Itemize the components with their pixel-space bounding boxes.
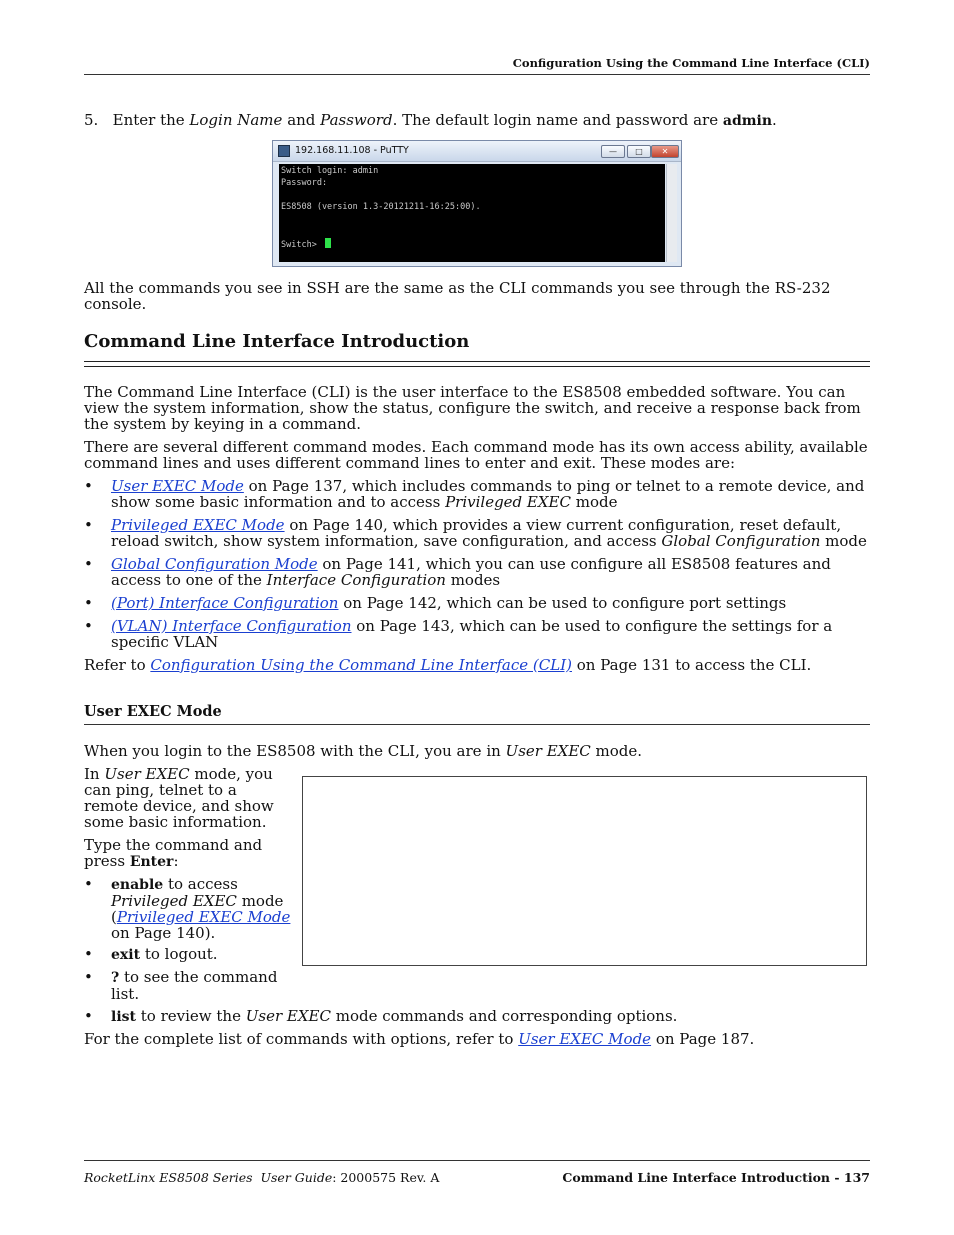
- screenshot-placeholder-box: [302, 776, 867, 966]
- bullet-dot: •: [84, 1007, 93, 1025]
- link-user-exec-mode[interactable]: User EXEC Mode: [111, 477, 244, 495]
- subsection-rule: [84, 724, 870, 725]
- list-item: • (Port) Interface Configuration on Page 142, which can be used to configure port settings: [84, 594, 787, 612]
- bullet-dot: •: [84, 477, 93, 495]
- list-item: • (VLAN) Interface Configuration on Page 143, which can be used to configure the settings for a specific VLAN: [84, 617, 833, 651]
- complete-list-paragraph: For the complete list of commands with options, refer to User EXEC Mode on Page 187.: [84, 1030, 755, 1048]
- cli-intro-paragraph: The Command Line Interface (CLI) is the user interface to the ES8508 embedded software. You can view the system information, show the status, configure the switch, and receive a response back from the system by keying in a command.: [84, 383, 861, 433]
- running-header: Configuration Using the Command Line Interface (CLI): [512, 56, 870, 70]
- subsection-title: User EXEC Mode: [84, 703, 222, 720]
- bullet-dot: •: [84, 968, 93, 986]
- terminal-scrollbar: [666, 164, 677, 262]
- list-item: • list to review the User EXEC mode commands and corresponding options.: [84, 1007, 678, 1025]
- link-privileged-exec-mode[interactable]: Privileged EXEC Mode: [111, 516, 285, 534]
- list-item: • Global Configuration Mode on Page 141, which you can use configure all ES8508 features and access to one of the Interface Configuration modes: [84, 555, 831, 589]
- terminal-line: Password:: [281, 178, 328, 188]
- section-rule-bottom: [84, 366, 870, 367]
- footer-left: RocketLinx ES8508 Series User Guide: 2000575 Rev. A: [84, 1170, 440, 1185]
- list-item: • exit to logout.: [84, 945, 218, 963]
- header-rule: [84, 74, 870, 75]
- terminal-prompt: Switch>: [281, 238, 331, 250]
- bullet-dot: •: [84, 516, 93, 534]
- putty-app-icon: [278, 145, 290, 157]
- ssh-note: All the commands you see in SSH are the same as the CLI commands you see through the RS-232 console.: [84, 279, 831, 313]
- password-term: Password: [320, 111, 393, 129]
- footer-page-label: Command Line Interface Introduction - 137: [562, 1170, 870, 1185]
- list-item: • User EXEC Mode on Page 137, which includes commands to ping or telnet to a remote device, and show some basic information and to access Privileged EXEC mode: [84, 477, 865, 511]
- bullet-dot: •: [84, 617, 93, 635]
- enter-key: Enter: [129, 854, 174, 870]
- modes-intro-paragraph: There are several different command modes. Each command mode has its own access ability, available command lines and uses different command lines to enter and exit. These modes are:: [84, 438, 868, 472]
- terminal-line: Switch login: admin: [281, 166, 379, 176]
- refer-paragraph: Refer to Configuration Using the Command Line Interface (CLI) on Page 131 to access the CLI.: [84, 656, 812, 674]
- section-title: Command Line Interface Introduction: [84, 331, 470, 352]
- command-list: list: [111, 1009, 136, 1025]
- bullet-dot: •: [84, 945, 93, 963]
- list-item: • ? to see the command list.: [84, 968, 278, 1003]
- admin-credential: admin: [722, 113, 773, 129]
- link-port-interface-configuration[interactable]: (Port) Interface Configuration: [111, 594, 339, 612]
- putty-window-figure: [272, 140, 682, 267]
- step-5: 5. Enter the Login Name and Password. The default login name and password are admin.: [84, 111, 777, 129]
- command-exit: exit: [111, 947, 141, 963]
- bullet-dot: •: [84, 594, 93, 612]
- terminal-cursor: [325, 238, 331, 248]
- user-exec-description: In User EXEC mode, you can ping, telnet to a remote device, and show some basic information.: [84, 765, 274, 831]
- bullet-dot: •: [84, 875, 93, 893]
- window-titlebar: [273, 141, 681, 162]
- list-item: • enable to access Privileged EXEC mode (Privileged EXEC Mode on Page 140).: [84, 875, 291, 942]
- bullet-dot: •: [84, 555, 93, 573]
- link-configuration-using-cli[interactable]: Configuration Using the Command Line Interface (CLI): [150, 656, 572, 674]
- link-global-configuration-mode[interactable]: Global Configuration Mode: [111, 555, 318, 573]
- footer-rule: [84, 1160, 870, 1161]
- terminal-line: ES8508 (version 1.3-20121211-16:25:00).: [281, 202, 481, 212]
- link-user-exec-mode-page-187[interactable]: User EXEC Mode: [518, 1030, 652, 1048]
- maximize-icon: □: [627, 145, 651, 158]
- window-title: 192.168.11.108 - PuTTY: [295, 145, 409, 156]
- close-icon: ✕: [651, 145, 679, 158]
- list-item: • Privileged EXEC Mode on Page 140, which provides a view current configuration, reset default, reload switch, show system information, save configuration, and access Global Configuration mode: [84, 516, 867, 550]
- step-number: 5.: [84, 111, 99, 129]
- link-vlan-interface-configuration[interactable]: (VLAN) Interface Configuration: [111, 617, 352, 635]
- section-rule-top: [84, 361, 870, 362]
- terminal-screen: [279, 164, 665, 262]
- minimize-icon: —: [601, 145, 625, 158]
- type-command-paragraph: Type the command and press Enter:: [84, 836, 263, 870]
- login-name-term: Login Name: [189, 111, 283, 129]
- command-enable: enable: [111, 877, 164, 893]
- login-paragraph: When you login to the ES8508 with the CLI, you are in User EXEC mode.: [84, 742, 643, 760]
- command-help: ?: [111, 970, 120, 986]
- link-privileged-exec-mode-2[interactable]: Privileged EXEC Mode: [116, 908, 291, 926]
